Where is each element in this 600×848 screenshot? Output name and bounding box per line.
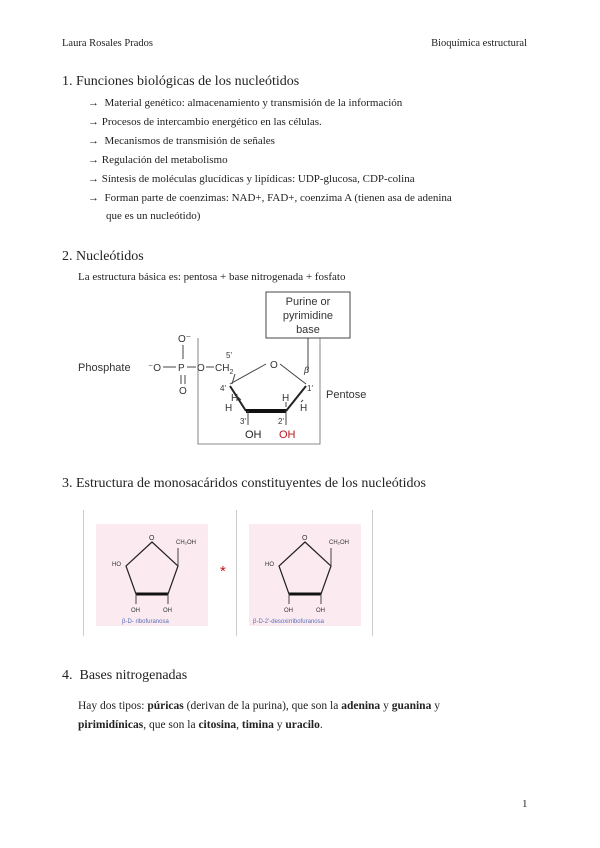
section-3-title: Estructura de monosacáridos constituyentes de los nucleótidos (76, 476, 426, 491)
term-guanina: guanina (391, 700, 432, 712)
hydrogen: H (231, 393, 239, 404)
section-2-number: 2. (62, 249, 73, 264)
ring-oxygen: O (149, 535, 155, 542)
beta: β (304, 365, 310, 375)
list-item: → Material genético: almacenamiento y transmisión de la información (88, 97, 403, 109)
list-item: → Síntesis de moléculas glucídicas y lipídicas: UDP-glucosa, CDP-colina (88, 173, 415, 185)
hydrogen: H (300, 403, 308, 414)
section-4-title: Bases nitrogenadas (79, 668, 188, 683)
page-number: 1 (522, 798, 528, 810)
section-2-title: Nucleótidos (76, 249, 144, 264)
section-1-title: Funciones biológicas de los nucleótidos (76, 74, 300, 89)
list-item: → Regulación del metabolismo (88, 154, 228, 166)
term-pirimidinicas: pirimidínicas (78, 719, 144, 731)
phosphorus: P (178, 363, 185, 374)
section-3-heading (62, 476, 426, 492)
deoxyribofuranose-caption: β-D-2'-desoxirribofuranosa (253, 619, 324, 625)
base-label: pyrimidine (282, 310, 334, 322)
arrow-icon: → (88, 192, 99, 204)
term-citosina: citosina (198, 719, 237, 731)
pos-1: 1' (307, 384, 313, 393)
hydroxyl-3: OH (245, 429, 262, 441)
section-4-paragraph: Hay dos tipos: púricas (derivan de la purina), que son la adenina y guanina y pirimidínicas, que son la citosina, timina y uracilo. (78, 700, 440, 731)
bond (301, 400, 303, 402)
section-2-heading (62, 249, 144, 265)
ring-bond (280, 364, 306, 384)
ch2oh-label: CH₂OH (329, 540, 349, 546)
section-4-number: 4. (62, 668, 73, 683)
arrow-icon: → (88, 116, 99, 128)
header-subject: Bioquímica estructural (431, 38, 527, 49)
o-minus: O⁻ (178, 334, 192, 345)
section-2-text: La estructura básica es: pentosa + base nitrogenada + fosfato (78, 271, 346, 283)
ho-label: HO (265, 562, 274, 568)
pos-3: 3' (240, 417, 246, 426)
hydroxyl-2-red: OH (279, 429, 296, 441)
ch2: $CH_2$ (215, 363, 234, 376)
list-item: → Mecanismos de transmisión de señales (88, 135, 275, 147)
base-label: base (296, 324, 320, 336)
minus-o: ⁻O (148, 363, 162, 374)
term-adenina: adenina (341, 700, 381, 712)
ribofuranose-caption: β-D- ribofuranosa (122, 619, 169, 625)
arrow-icon: → (88, 135, 99, 147)
ch2oh-label: CH₂OH (176, 540, 196, 546)
arrow-icon: → (88, 154, 99, 166)
term-uracilo: uracilo (285, 719, 320, 731)
hydrogen: H (225, 403, 233, 414)
hydrogen: H (282, 393, 290, 404)
deoxyribofuranose-figure (249, 524, 361, 626)
nucleotide-diagram (70, 288, 390, 448)
list-item: → Procesos de intercambio energético en las células. (88, 116, 322, 128)
phosphate-label: Phosphate (78, 362, 131, 374)
list-item: → Forman parte de coenzimas: NAD+, FAD+, coenzima A (tienen asa de adenina (88, 192, 452, 204)
divider (372, 510, 373, 636)
section-1-heading (62, 74, 299, 90)
divider (83, 510, 84, 636)
separator-asterisk: * (220, 563, 226, 580)
term-timina: timina (241, 719, 274, 731)
section-1-number: 1. (62, 74, 73, 89)
list-item-continuation: que es un nucleótido) (106, 210, 201, 222)
pos-2: 2' (278, 417, 284, 426)
oh-label: OH (131, 608, 140, 614)
oh-label: OH (316, 608, 325, 614)
ho-label: HO (112, 562, 121, 568)
ring-oxygen: O (270, 360, 278, 371)
pos-5: 5' (226, 351, 232, 360)
pentose-label: Pentose (326, 389, 367, 401)
ribofuranose-figure (96, 524, 208, 626)
header-author: Laura Rosales Prados (62, 38, 153, 49)
oh-label: OH (163, 608, 172, 614)
oxygen-ester: O (197, 363, 205, 374)
oh-label: OH (284, 608, 293, 614)
base-label: Purine or (285, 296, 331, 308)
term-puricas: púricas (147, 700, 184, 712)
ring-bond (230, 364, 266, 384)
arrow-icon: → (88, 173, 99, 185)
arrow-icon: → (88, 97, 99, 109)
pos-4: 4' (220, 384, 226, 393)
section-4-heading (62, 668, 187, 684)
oxygen-double: O (179, 386, 187, 397)
section-3-number: 3. (62, 476, 73, 491)
ring-oxygen: O (302, 535, 308, 542)
divider (236, 510, 237, 636)
